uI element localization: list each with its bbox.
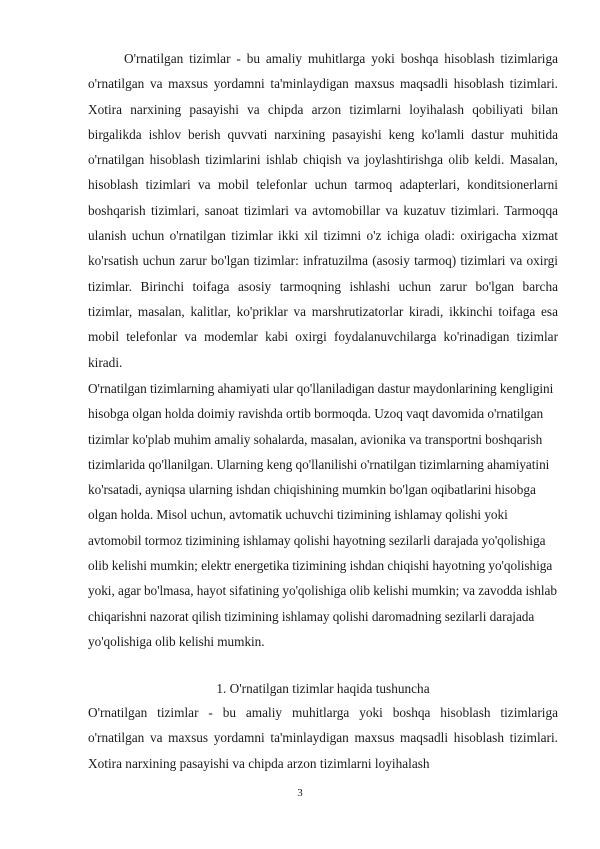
section-heading: 1. O'rnatilgan tizimlar haqida tushuncha [216, 681, 430, 696]
page-number: 3 [297, 787, 303, 799]
paragraph-section-1: O'rnatilgan tizimlar - bu amaliy muhitlarga yoki boshqa hisoblash tizimlariga o'rnatilgan va maxsus yordamni ta'minlaydigan maxsus maqsadli hisoblash tizimlari. Xotira narxining pasayishi va chipda arzon tizimlarni loyihalash [88, 705, 558, 771]
paragraph-importance: O'rnatilgan tizimlarning ahamiyati ular qo'llaniladigan dastur maydonlarining kengligini hisobga olgan holda doimiy ravishda ortib bormoqda. Uzoq vaqt davomida o'rnatilgan tizimlar ko'plab muhim amaliy sohalarda, masalan, avionika va transportni boshqarish tizimlarida qo'llanilgan. Ularning keng qo'llanilishi o'rnatilgan tizimlarning ahamiyatini ko'rsatadi, ayniqsa ularning ishdan chiqishining mumkin bo'lgan oqibatlarini hisobga olgan holda. Misol uchun, avtomatik uchuvchi tizimining ishlamay qolishi yoki avtomobil tormoz tizimining ishlamay qolishi hayotning sezilarli darajada yo'qolishiga olib kelishi mumkin; elektr energetika tizimining ishdan chiqishi hayotning yo'qolishiga yoki, agar bo'lmasa, hayot sifatining yo'qolishiga olib kelishi mumkin; va zavodda ishlab chiqarishni nazorat qilish tizimining ishlamay qolishi daromadning sezilarli darajada yo'qolishiga olib kelishi mumkin. [88, 381, 557, 649]
paragraph-intro: O'rnatilgan tizimlar - bu amaliy muhitlarga yoki boshqa hisoblash tizimlariga o'rnatilgan va maxsus yordamni ta'minlaydigan maxsus maqsadli hisoblash tizimlari. Xotira narxining pasayishi va chipda arzon tizimlarni loyihalash qobiliyati bilan birgalikda ishlov berish quvvati narxining pasayishi keng ko'lamli dastur muhitida o'rnatilgan hisoblash tizimlarini ishlab chiqish va joylashtirishga olib keldi. Masalan, hisoblash tizimlari va mobil telefonlar uchun tarmoq adapterlari, konditsionerlarni boshqarish tizimlari, sanoat tizimlari va avtomobillar va kuzatuv tizimlari. Tarmoqqa ulanish uchun o'rnatilgan tizimlar ikki xil tizimni o'z ichiga oladi: oxirigacha xizmat ko'rsatish uchun zarur bo'lgan tizimlar: infratuzilma (asosiy tarmoq) tizimlari va oxirgi tizimlar. Birinchi toifaga asosiy tarmoqning ishlashi uchun zarur bo'lgan barcha tizimlar, masalan, kalitlar, ko'priklar va marshrutizatorlar kiradi, ikkinchi toifaga esa mobil telefonlar va modemlar kabi oxirgi foydalanuvchilarga ko'rinadigan tizimlar kiradi. [88, 51, 558, 370]
